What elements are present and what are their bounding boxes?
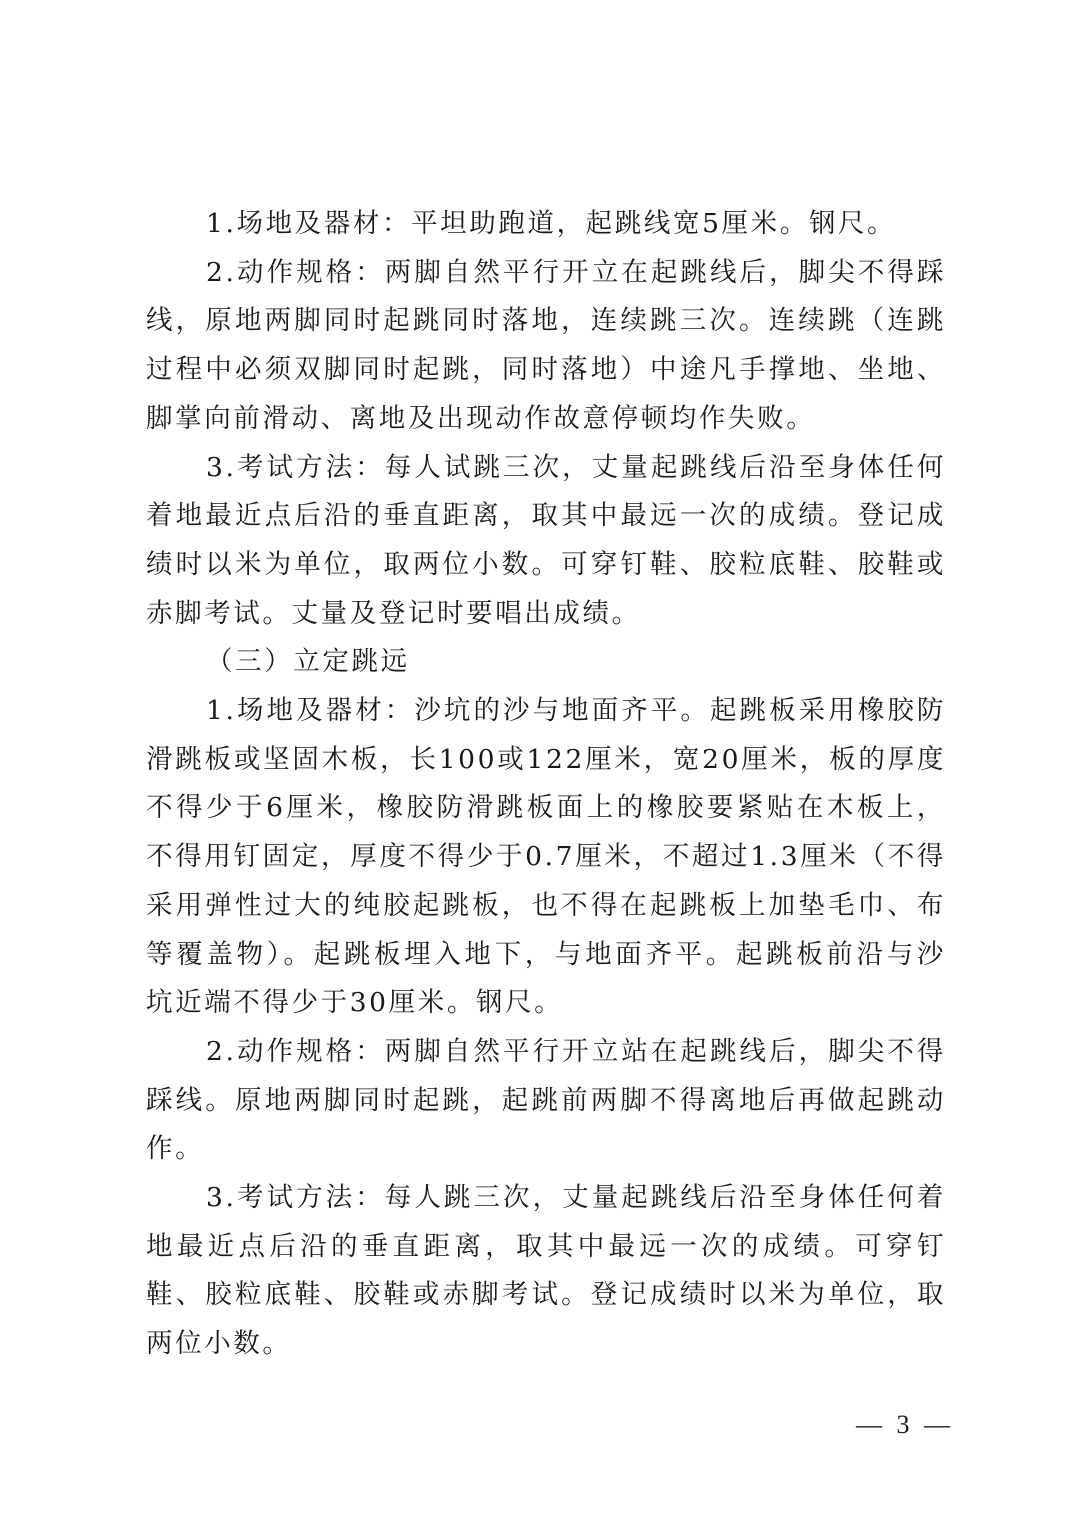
page-number: — 3 — — [856, 1410, 954, 1439]
document-body — [146, 200, 946, 1369]
paragraph-standing-jump-action-spec: 2.动作规格：两脚自然平行开立站在起跳线后，脚尖不得踩线。原地两脚同时起跳，起跳前两脚不得离地后再做起跳动作。 — [146, 1035, 946, 1165]
paragraph-long-jump-action-spec: 2.动作规格：两脚自然平行开立在起跳线后，脚尖不得踩线，原地两脚同时起跳同时落地，连续跳三次。连续跳（连跳过程中必须双脚同时起跳，同时落地）中途凡手撑地、坐地、脚掌向前滑动、离地及出现动作故意停顿均作失败。 — [146, 256, 946, 434]
paragraph-long-jump-equipment: 1.场地及器材：平坦助跑道，起跳线宽5厘米。钢尺。 — [206, 208, 897, 239]
section-heading-standing-long-jump: （三）立定跳远 — [206, 646, 410, 678]
paragraph-standing-jump-test-method: 3.考试方法：每人跳三次，丈量起跳线后沿至身体任何着地最近点后沿的垂直距离，取其中最远一次的成绩。可穿钉鞋、胶粒底鞋、胶鞋或赤脚考试。登记成绩时以米为单位，取两位小数。 — [146, 1182, 946, 1360]
paragraph-long-jump-test-method: 3.考试方法：每人试跳三次，丈量起跳线后沿至身体任何着地最近点后沿的垂直距离，取其中最远一次的成绩。登记成绩时以米为单位，取两位小数。可穿钉鞋、胶粒底鞋、胶鞋或赤脚考试。丈量及登记时要唱出成绩。 — [146, 451, 946, 629]
paragraph-standing-jump-equipment: 1.场地及器材：沙坑的沙与地面齐平。起跳板采用橡胶防滑跳板或坚固木板，长100或122厘米，宽20厘米，板的厚度不得少于6厘米，橡胶防滑跳板面上的橡胶要紧贴在木板上，不得用钉固定，厚度不得少于0.7厘米，不超过1.3厘米（不得采用弹性过大的纯胶起跳板，也不得在起跳板上加垫毛巾、布等覆盖物）。起跳板埋入地下，与地面齐平。起跳板前沿与沙坑近端不得少于30厘米。钢尺。 — [146, 695, 946, 1019]
